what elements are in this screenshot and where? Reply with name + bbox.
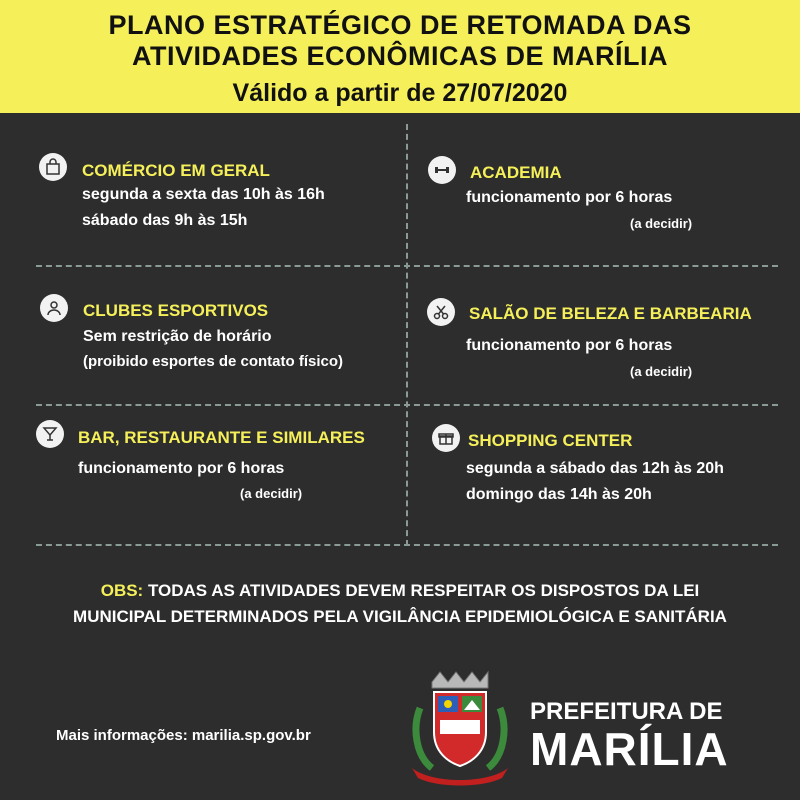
sector-hours: funcionamento por 6 horas: [466, 337, 673, 354]
horizontal-divider: [36, 265, 778, 267]
sector-title: COMÉRCIO EM GERAL: [82, 161, 270, 180]
obs-line2: MUNICIPAL DETERMINADOS PELA VIGILÂNCIA EPIDEMIOLÓGICA E SANITÁRIA: [73, 607, 727, 626]
horizontal-divider: [36, 404, 778, 406]
sector-hours: funcionamento por 6 horas: [78, 460, 285, 477]
sector-hours: segunda a sábado das 12h às 20h: [466, 460, 724, 477]
sector-title: BAR, RESTAURANTE E SIMILARES: [78, 428, 365, 447]
org-name-line1: PREFEITURA DE: [530, 698, 723, 725]
dumbbell-icon: [428, 156, 456, 184]
vertical-divider: [406, 124, 408, 546]
sector-hours: domingo das 14h às 20h: [466, 486, 652, 503]
scissors-icon: [427, 298, 455, 326]
sector-note: (a decidir): [240, 486, 303, 501]
shopping-bag-icon: [39, 153, 67, 181]
obs-line1: TODAS AS ATIVIDADES DEVEM RESPEITAR OS DISPOSTOS DA LEI: [147, 581, 700, 600]
person-icon: [40, 294, 68, 322]
org-name-line2: MARÍLIA: [530, 723, 729, 775]
validity-date: Válido a partir de 27/07/2020: [232, 79, 568, 107]
obs-label: OBS:: [100, 581, 144, 600]
cocktail-icon: [36, 420, 64, 448]
sector-hours: funcionamento por 6 horas: [466, 189, 673, 206]
sector-hours: segunda a sexta das 10h às 16h: [82, 186, 325, 203]
page-title-line1: PLANO ESTRATÉGICO DE RETOMADA DAS: [108, 10, 692, 40]
sector-note: (a decidir): [630, 364, 693, 379]
info-link[interactable]: Mais informações: marilia.sp.gov.br: [56, 727, 311, 744]
header-banner: [0, 0, 800, 113]
sector-title: SHOPPING CENTER: [468, 431, 633, 450]
horizontal-divider: [36, 544, 778, 546]
page-title-line2: ATIVIDADES ECONÔMICAS DE MARÍLIA: [131, 41, 668, 71]
sector-title: ACADEMIA: [470, 163, 562, 182]
sector-title: CLUBES ESPORTIVOS: [83, 301, 269, 320]
sector-hours: Sem restrição de horário: [83, 328, 272, 345]
gift-icon: [432, 424, 460, 452]
coat-of-arms-icon: [402, 668, 518, 788]
sector-note: (a decidir): [630, 216, 693, 231]
sector-title: SALÃO DE BELEZA E BARBEARIA: [469, 304, 752, 323]
sector-hours: sábado das 9h às 15h: [82, 212, 248, 229]
observation-notice: [0, 578, 800, 630]
sector-restriction: (proibido esportes de contato físico): [83, 353, 344, 370]
